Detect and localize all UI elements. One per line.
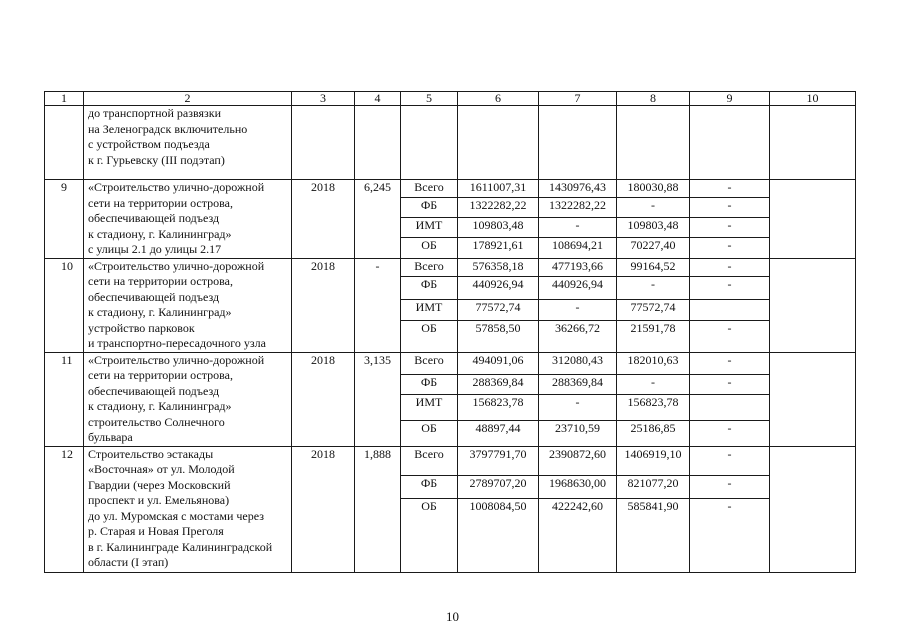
name-line: с улицы 2.1 до улицы 2.17 bbox=[88, 242, 222, 256]
table-row bbox=[45, 352, 856, 374]
next-value-cell: 585841,90 bbox=[617, 498, 690, 572]
next-value-cell: 25186,85 bbox=[617, 420, 690, 446]
cell-empty bbox=[539, 106, 617, 180]
next-value-cell: - bbox=[617, 198, 690, 218]
column-9-cell: - bbox=[690, 218, 770, 238]
next-value-cell: 821077,20 bbox=[617, 475, 690, 498]
column-9-cell: - bbox=[690, 180, 770, 198]
year-value-cell: 23710,59 bbox=[539, 420, 617, 446]
total-value-cell: 48897,44 bbox=[458, 420, 539, 446]
year-value-cell: 288369,84 bbox=[539, 374, 617, 394]
year-value-cell: 1430976,43 bbox=[539, 180, 617, 198]
name-line: обеспечивающей подъезд bbox=[88, 383, 220, 398]
year-value-cell: 477193,66 bbox=[539, 258, 617, 276]
project-name bbox=[84, 180, 292, 259]
next-value-cell: 99164,52 bbox=[617, 258, 690, 276]
year-cell: 2018 bbox=[292, 258, 355, 352]
year-value-cell: 1322282,22 bbox=[539, 198, 617, 218]
column-9-cell: - bbox=[690, 258, 770, 276]
year-value-cell: 440926,94 bbox=[539, 276, 617, 299]
funding-source-cell: Всего bbox=[401, 352, 458, 374]
continuation-row bbox=[45, 106, 856, 180]
total-value-cell: 3797791,70 bbox=[458, 446, 539, 475]
year-value-cell: 36266,72 bbox=[539, 321, 617, 352]
total-value-cell: 77572,74 bbox=[458, 299, 539, 320]
table-row bbox=[45, 446, 856, 475]
funding-source-cell: ФБ bbox=[401, 198, 458, 218]
column-header: 10 bbox=[770, 92, 856, 106]
project-number: 9 bbox=[45, 180, 84, 259]
next-value-cell: 70227,40 bbox=[617, 238, 690, 258]
column-header: 6 bbox=[458, 92, 539, 106]
funding-source-cell: ФБ bbox=[401, 475, 458, 498]
name-line: области (I этап) bbox=[88, 555, 169, 569]
next-value-cell: 180030,88 bbox=[617, 180, 690, 198]
column-header: 2 bbox=[84, 92, 292, 106]
name-line: Гвардии (через Московский bbox=[88, 477, 231, 492]
name-line: обеспечивающей подъезд bbox=[88, 289, 220, 304]
total-value-cell: 109803,48 bbox=[458, 218, 539, 238]
column-9-cell: - bbox=[690, 321, 770, 352]
name-line: к стадиону, г. Калининград» bbox=[88, 226, 232, 241]
funding-source-cell: Всего bbox=[401, 446, 458, 475]
next-value-cell: 109803,48 bbox=[617, 218, 690, 238]
total-value-cell: 57858,50 bbox=[458, 321, 539, 352]
name-line: «Строительство улично-дорожной bbox=[88, 258, 265, 273]
name-line: «Строительство улично-дорожной bbox=[88, 180, 265, 194]
length-cell: 3,135 bbox=[355, 352, 401, 446]
column-number-row bbox=[45, 92, 856, 106]
name-line: р. Старая и Новая Преголя bbox=[88, 524, 224, 538]
next-value-cell: 77572,74 bbox=[617, 299, 690, 320]
column-10-cell bbox=[770, 180, 856, 259]
name-line: сети на территории острова, bbox=[88, 368, 233, 382]
table-body bbox=[45, 92, 856, 573]
project-name bbox=[84, 258, 292, 352]
table-row bbox=[45, 180, 856, 198]
column-header: 3 bbox=[292, 92, 355, 106]
next-value-cell: 1406919,10 bbox=[617, 446, 690, 475]
total-value-cell: 576358,18 bbox=[458, 258, 539, 276]
column-9-cell: - bbox=[690, 276, 770, 299]
column-header: 7 bbox=[539, 92, 617, 106]
name-line: и транспортно-пересадочного узла bbox=[88, 336, 266, 350]
cell-empty bbox=[401, 106, 458, 180]
year-value-cell: 2390872,60 bbox=[539, 446, 617, 475]
next-value-cell: - bbox=[617, 276, 690, 299]
next-value-cell: - bbox=[617, 374, 690, 394]
total-value-cell: 440926,94 bbox=[458, 276, 539, 299]
column-9-cell: - bbox=[690, 374, 770, 394]
length-cell: 1,888 bbox=[355, 446, 401, 572]
total-value-cell: 1611007,31 bbox=[458, 180, 539, 198]
name-line: «Восточная» от ул. Молодой bbox=[88, 462, 235, 476]
total-value-cell: 1008084,50 bbox=[458, 498, 539, 572]
cell-empty bbox=[690, 106, 770, 180]
name-line: до транспортной развязки bbox=[88, 106, 222, 120]
project-number: 11 bbox=[45, 352, 84, 446]
column-10-cell bbox=[770, 258, 856, 352]
name-line: «Строительство улично-дорожной bbox=[88, 352, 265, 367]
funding-source-cell: ИМТ bbox=[401, 299, 458, 320]
next-value-cell: 182010,63 bbox=[617, 352, 690, 374]
total-value-cell: 178921,61 bbox=[458, 238, 539, 258]
next-value-cell: 156823,78 bbox=[617, 395, 690, 421]
year-value-cell: 108694,21 bbox=[539, 238, 617, 258]
year-cell: 2018 bbox=[292, 352, 355, 446]
year-value-cell: 422242,60 bbox=[539, 498, 617, 572]
funding-source-cell: ОБ bbox=[401, 498, 458, 572]
column-header: 9 bbox=[690, 92, 770, 106]
funding-source-cell: ОБ bbox=[401, 420, 458, 446]
project-number: 12 bbox=[45, 446, 84, 572]
name-line: сети на территории острова, bbox=[88, 195, 233, 210]
name-line: сети на территории острова, bbox=[88, 274, 233, 288]
funding-source-cell: Всего bbox=[401, 258, 458, 276]
year-cell: 2018 bbox=[292, 180, 355, 259]
total-value-cell: 288369,84 bbox=[458, 374, 539, 394]
length-cell: - bbox=[355, 258, 401, 352]
column-9-cell: - bbox=[690, 238, 770, 258]
total-value-cell: 494091,06 bbox=[458, 352, 539, 374]
table-row bbox=[45, 258, 856, 276]
cell-empty bbox=[770, 106, 856, 180]
name-line: строительство Солнечного bbox=[88, 414, 225, 429]
year-value-cell: - bbox=[539, 299, 617, 320]
page-number: 10 bbox=[446, 609, 459, 624]
name-line: обеспечивающей подъезд bbox=[88, 211, 220, 225]
column-10-cell bbox=[770, 352, 856, 446]
name-line: с устройством подъезда bbox=[88, 137, 210, 151]
column-header: 1 bbox=[45, 92, 84, 106]
column-9-cell: - bbox=[690, 446, 770, 475]
cell-empty bbox=[45, 106, 84, 180]
column-9-cell: - bbox=[690, 420, 770, 446]
name-line: к стадиону, г. Калининград» bbox=[88, 305, 232, 319]
name-line: до ул. Муромская с мостами через bbox=[88, 508, 264, 523]
cell-empty bbox=[458, 106, 539, 180]
funding-source-cell: ИМТ bbox=[401, 218, 458, 238]
column-9-cell: - bbox=[690, 352, 770, 374]
column-header: 5 bbox=[401, 92, 458, 106]
name-line: в г. Калининграде Калининградской bbox=[88, 539, 273, 554]
length-cell: 6,245 bbox=[355, 180, 401, 259]
year-cell: 2018 bbox=[292, 446, 355, 572]
column-header: 8 bbox=[617, 92, 690, 106]
column-9-cell: - bbox=[690, 475, 770, 498]
name-line: на Зеленоградск включительно bbox=[88, 121, 248, 136]
funding-source-cell: Всего bbox=[401, 180, 458, 198]
total-value-cell: 156823,78 bbox=[458, 395, 539, 421]
name-line: к стадиону, г. Калининград» bbox=[88, 399, 232, 413]
name-line: устройство парковок bbox=[88, 320, 195, 335]
column-9-cell bbox=[690, 395, 770, 421]
project-name bbox=[84, 352, 292, 446]
funding-source-cell: ОБ bbox=[401, 238, 458, 258]
cell-empty bbox=[355, 106, 401, 180]
project-number: 10 bbox=[45, 258, 84, 352]
budget-table bbox=[44, 91, 856, 573]
continuation-name bbox=[84, 106, 292, 180]
name-line: Строительство эстакады bbox=[88, 446, 214, 461]
year-value-cell: - bbox=[539, 395, 617, 421]
cell-empty bbox=[292, 106, 355, 180]
funding-source-cell: ФБ bbox=[401, 374, 458, 394]
funding-source-cell: ОБ bbox=[401, 321, 458, 352]
cell-empty bbox=[617, 106, 690, 180]
total-value-cell: 1322282,22 bbox=[458, 198, 539, 218]
year-value-cell: 1968630,00 bbox=[539, 475, 617, 498]
column-9-cell: - bbox=[690, 198, 770, 218]
funding-source-cell: ИМТ bbox=[401, 395, 458, 421]
column-header: 4 bbox=[355, 92, 401, 106]
total-value-cell: 2789707,20 bbox=[458, 475, 539, 498]
column-9-cell bbox=[690, 299, 770, 320]
project-name bbox=[84, 446, 292, 572]
next-value-cell: 21591,78 bbox=[617, 321, 690, 352]
name-line: проспект и ул. Емельянова) bbox=[88, 493, 230, 507]
year-value-cell: 312080,43 bbox=[539, 352, 617, 374]
name-line: к г. Гурьевску (III подэтап) bbox=[88, 152, 225, 167]
column-9-cell: - bbox=[690, 498, 770, 572]
year-value-cell: - bbox=[539, 218, 617, 238]
column-10-cell bbox=[770, 446, 856, 572]
funding-source-cell: ФБ bbox=[401, 276, 458, 299]
name-line: бульвара bbox=[88, 430, 133, 444]
